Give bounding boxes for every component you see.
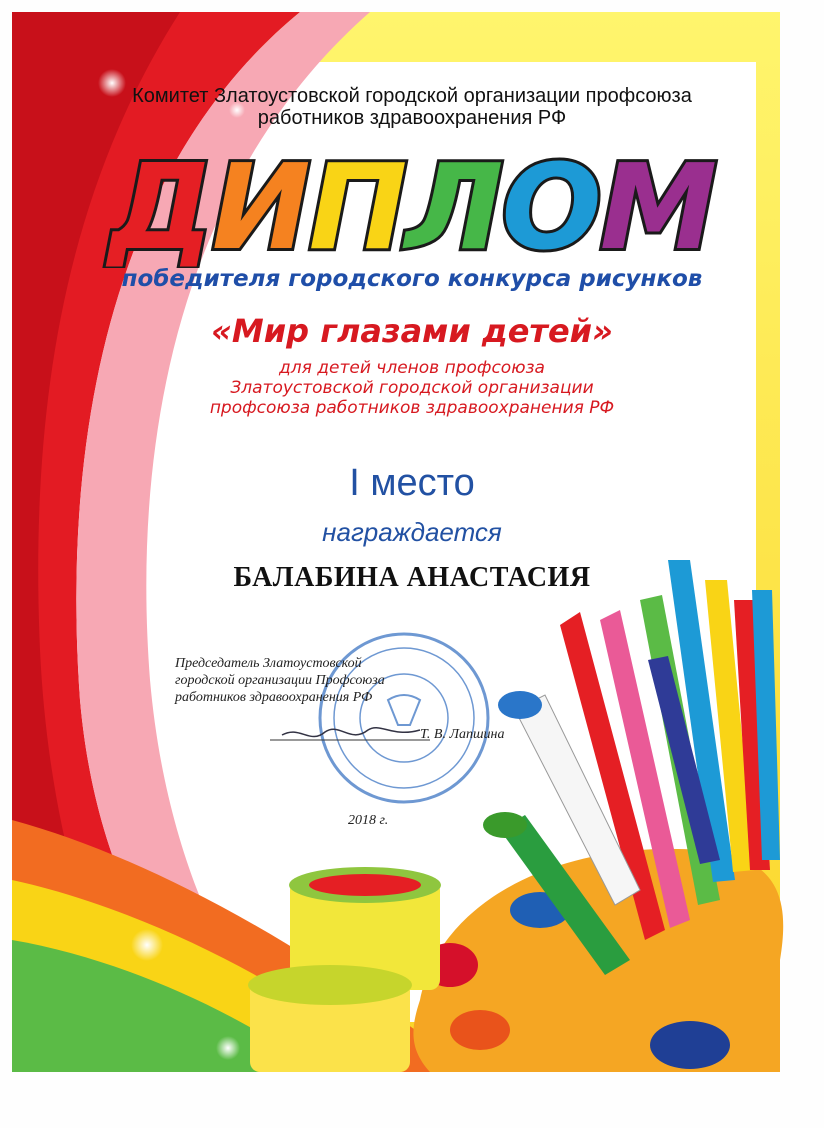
contest-subtitle: победителя городского конкурса рисунков [121, 266, 703, 292]
diploma-title [0, 138, 824, 268]
signature-line-1: Председатель Златоустовской [175, 656, 362, 671]
signature-line-3: работников здравоохранения РФ [175, 690, 373, 705]
winner-name: БАЛАБИНА АНАСТАСИЯ [233, 562, 591, 593]
header-line-1: Комитет Златоустовской городской организации профсоюза [132, 85, 692, 107]
signature-line-2: городской организации Профсоюза [175, 673, 385, 688]
eligibility-text [0, 358, 824, 418]
title-letter: П [308, 138, 406, 268]
dark-blue-paint-blob [650, 1021, 730, 1069]
eligibility-line: профсоюза работников здравоохранения РФ [209, 398, 615, 418]
awarded-label: награждается [322, 517, 502, 547]
place-award: I место [349, 462, 475, 504]
title-letter: Л [405, 138, 502, 268]
year-label: 2018 г. [348, 813, 389, 828]
title-letter: О [501, 138, 600, 268]
title-letter: М [599, 138, 716, 268]
signatory-name: Т. В. Лапшина [420, 727, 505, 742]
contest-name: «Мир глазами детей» [211, 312, 613, 350]
title-letter: Д [108, 138, 212, 268]
svg-text:ДИПЛОМ [105, 138, 715, 268]
eligibility-line: Златоустовской городской организации [230, 378, 594, 398]
orange-paint-blob [450, 1010, 510, 1050]
header-line-2: работников здравоохранения РФ [257, 107, 567, 129]
eligibility-line: для детей членов профсоюза [279, 358, 545, 378]
title-letter: И [211, 138, 309, 268]
signature-block [175, 655, 385, 706]
